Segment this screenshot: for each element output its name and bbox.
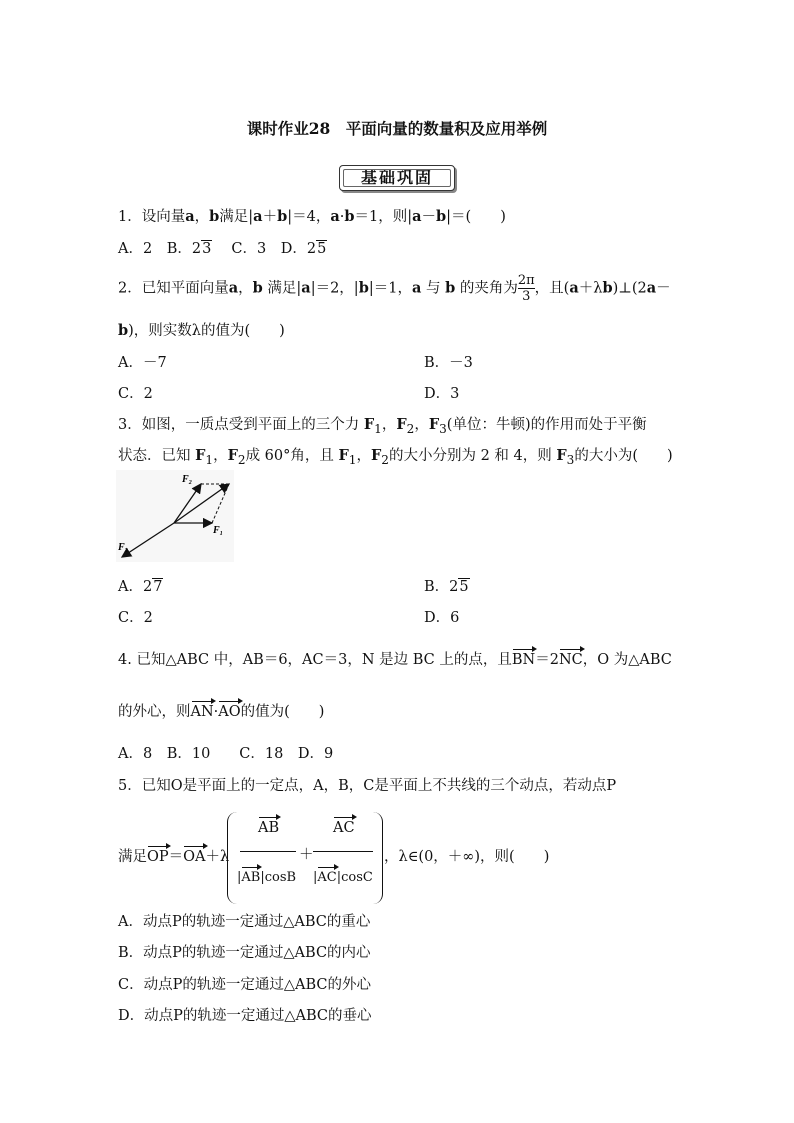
section-label: 基础巩固 bbox=[360, 168, 433, 187]
q4-stem-line1: 4. 已知△ABC 中，AB＝6，AC＝3，N 是边 BC 上的点，且BN＝2NC，O 为△ABC bbox=[118, 652, 672, 668]
q5-frac1-bar bbox=[240, 851, 296, 852]
f2-label: F₂ bbox=[182, 474, 193, 485]
q2-option-a: A．－7 bbox=[118, 355, 167, 371]
q5-frac1-num: AB bbox=[258, 820, 280, 836]
page-title: 课时作业28 平面向量的数量积及应用举例 bbox=[246, 119, 548, 138]
q3-stem-line1: 3．如图，一质点受到平面上的三个力 $F_1$，$F_2$，$F_3$(单位：牛顿)的作用而处于平衡 bbox=[118, 416, 647, 436]
q2-stem-line2: b)，则实数λ的值为( ) bbox=[118, 322, 285, 339]
q2-option-c: C．2 bbox=[118, 386, 153, 402]
force-diagram bbox=[116, 470, 234, 562]
q3-option-b: B．25 bbox=[424, 579, 469, 595]
section-badge bbox=[339, 165, 455, 191]
q5-stem-line1: 5．已知O是平面上的一定点，A，B，C是平面上不共线的三个动点，若动点P bbox=[118, 778, 617, 794]
f3-label: F₃ bbox=[118, 542, 129, 553]
q4-options: A．8 B．10 C．18 D．9 bbox=[118, 746, 334, 762]
q5-frac1-den: |AB|cosB bbox=[237, 870, 297, 885]
q5-stem-suffix: ，λ∈(0，＋∞)，则( ) bbox=[384, 849, 550, 865]
q5-stem-prefix: 满足OP＝OA＋λ bbox=[118, 849, 230, 865]
q5-right-paren bbox=[372, 812, 383, 904]
q3-stem-line2: 状态．已知 $F_1$，$F_2$成 60°角，且 $F_1$，$F_2$的大小分别为 2 和 4，则 $F_3$的大小为( ) bbox=[118, 447, 673, 467]
q4-stem-line2: 的外心，则AN·AO的值为( ) bbox=[118, 704, 325, 720]
q5-option-b: B．动点P的轨迹一定通过△ABC的内心 bbox=[118, 945, 371, 961]
q2-angle-fraction: $\frac{2\pi}{3}$ bbox=[517, 273, 535, 304]
q5-frac2-bar bbox=[313, 851, 373, 852]
q5-option-d: D．动点P的轨迹一定通过△ABC的垂心 bbox=[118, 1008, 372, 1024]
q3-option-a: A．27 bbox=[118, 579, 163, 595]
q3-option-c: C．2 bbox=[118, 610, 153, 626]
q3-option-d: D．6 bbox=[424, 610, 460, 626]
q5-frac2-den: |AC|cosC bbox=[313, 870, 373, 885]
q1-options: A．2 B．23 C．3 D．25 bbox=[118, 241, 327, 257]
q5-option-c: C．动点P的轨迹一定通过△ABC的外心 bbox=[118, 977, 371, 993]
f1-label: F₁ bbox=[213, 525, 224, 536]
q5-plus: ＋ bbox=[299, 847, 314, 863]
q5-frac2-num: AC bbox=[333, 820, 355, 836]
q1-stem: 1．设向量a，b满足|a＋b|＝4，a·b＝1，则|a－b|＝( ) bbox=[118, 208, 506, 225]
q2-stem-line1: 2．已知平面向量a，b 满足|a|＝2，|b|＝1，a 与 b 的夹角为 $\frac{2\pi}{3}$ ，且(a＋λb)⊥(2a－ bbox=[118, 273, 671, 304]
badge-inner-border bbox=[343, 169, 451, 187]
q2-option-d: D．3 bbox=[424, 386, 460, 402]
q5-left-paren bbox=[227, 812, 238, 904]
q2-option-b: B．－3 bbox=[424, 355, 473, 371]
q5-option-a: A．动点P的轨迹一定通过△ABC的重心 bbox=[118, 914, 371, 930]
